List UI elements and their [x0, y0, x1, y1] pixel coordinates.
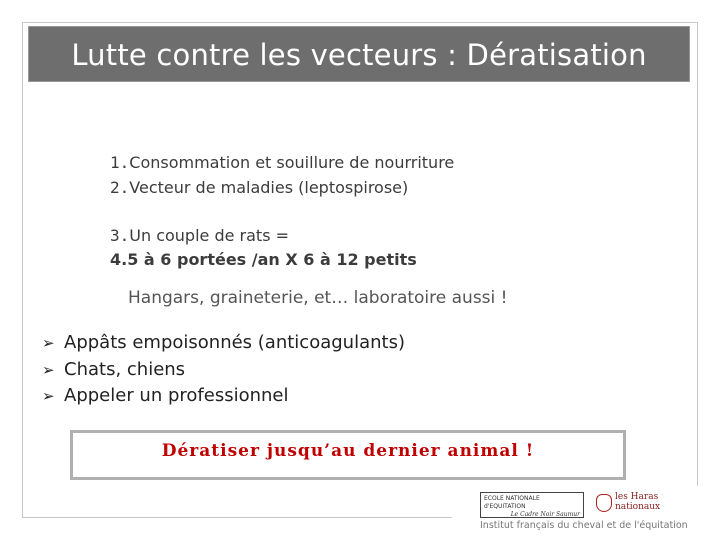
ecole-logo-sub: Le Cadre Noir Saumur: [510, 511, 580, 518]
list-text: Vecteur de maladies (leptospirose): [129, 178, 409, 197]
arrow-bullet-icon: ➢: [42, 361, 55, 379]
places-line: Hangars, graineterie, et… laboratoire aussi !: [128, 288, 508, 308]
list-item: [110, 153, 454, 172]
emphasis-line: 4.5 à 6 portées /an X 6 à 12 petits: [110, 250, 417, 269]
haras-logo-text: les Haras nationaux: [615, 492, 661, 512]
arrow-bullet-icon: ➢: [42, 334, 55, 352]
list-text: Consommation et souillure de nourriture: [129, 153, 455, 172]
slide-title: Lutte contre les vecteurs : Dératisation: [28, 26, 690, 82]
bullet-item: [42, 359, 185, 380]
list-item: [110, 226, 289, 245]
arrow-bullet-icon: ➢: [42, 387, 55, 405]
list-number: 2.: [110, 178, 130, 197]
list-text: Un couple de rats =: [129, 226, 290, 245]
bullet-item: [42, 385, 289, 406]
list-number: 1.: [110, 153, 130, 172]
callout-text: Dératiser jusqu’au dernier animal !: [161, 441, 535, 461]
list-item: [110, 178, 408, 197]
bullet-text: Appeler un professionnel: [64, 385, 289, 406]
institut-logo-text: Institut français du cheval et de l'équitation: [480, 520, 688, 531]
list-number: 3.: [110, 226, 130, 245]
bullet-text: Appâts empoisonnés (anticoagulants): [64, 332, 405, 353]
haras-logo-icon: [596, 494, 612, 512]
bullet-text: Chats, chiens: [64, 359, 186, 380]
ecole-logo: [480, 492, 584, 518]
callout-box: [70, 430, 626, 480]
ecole-logo-text: ECOLE NATIONALE d'EQUITATION: [484, 495, 540, 510]
footer-logos: [452, 486, 720, 540]
bullet-item: [42, 332, 405, 353]
